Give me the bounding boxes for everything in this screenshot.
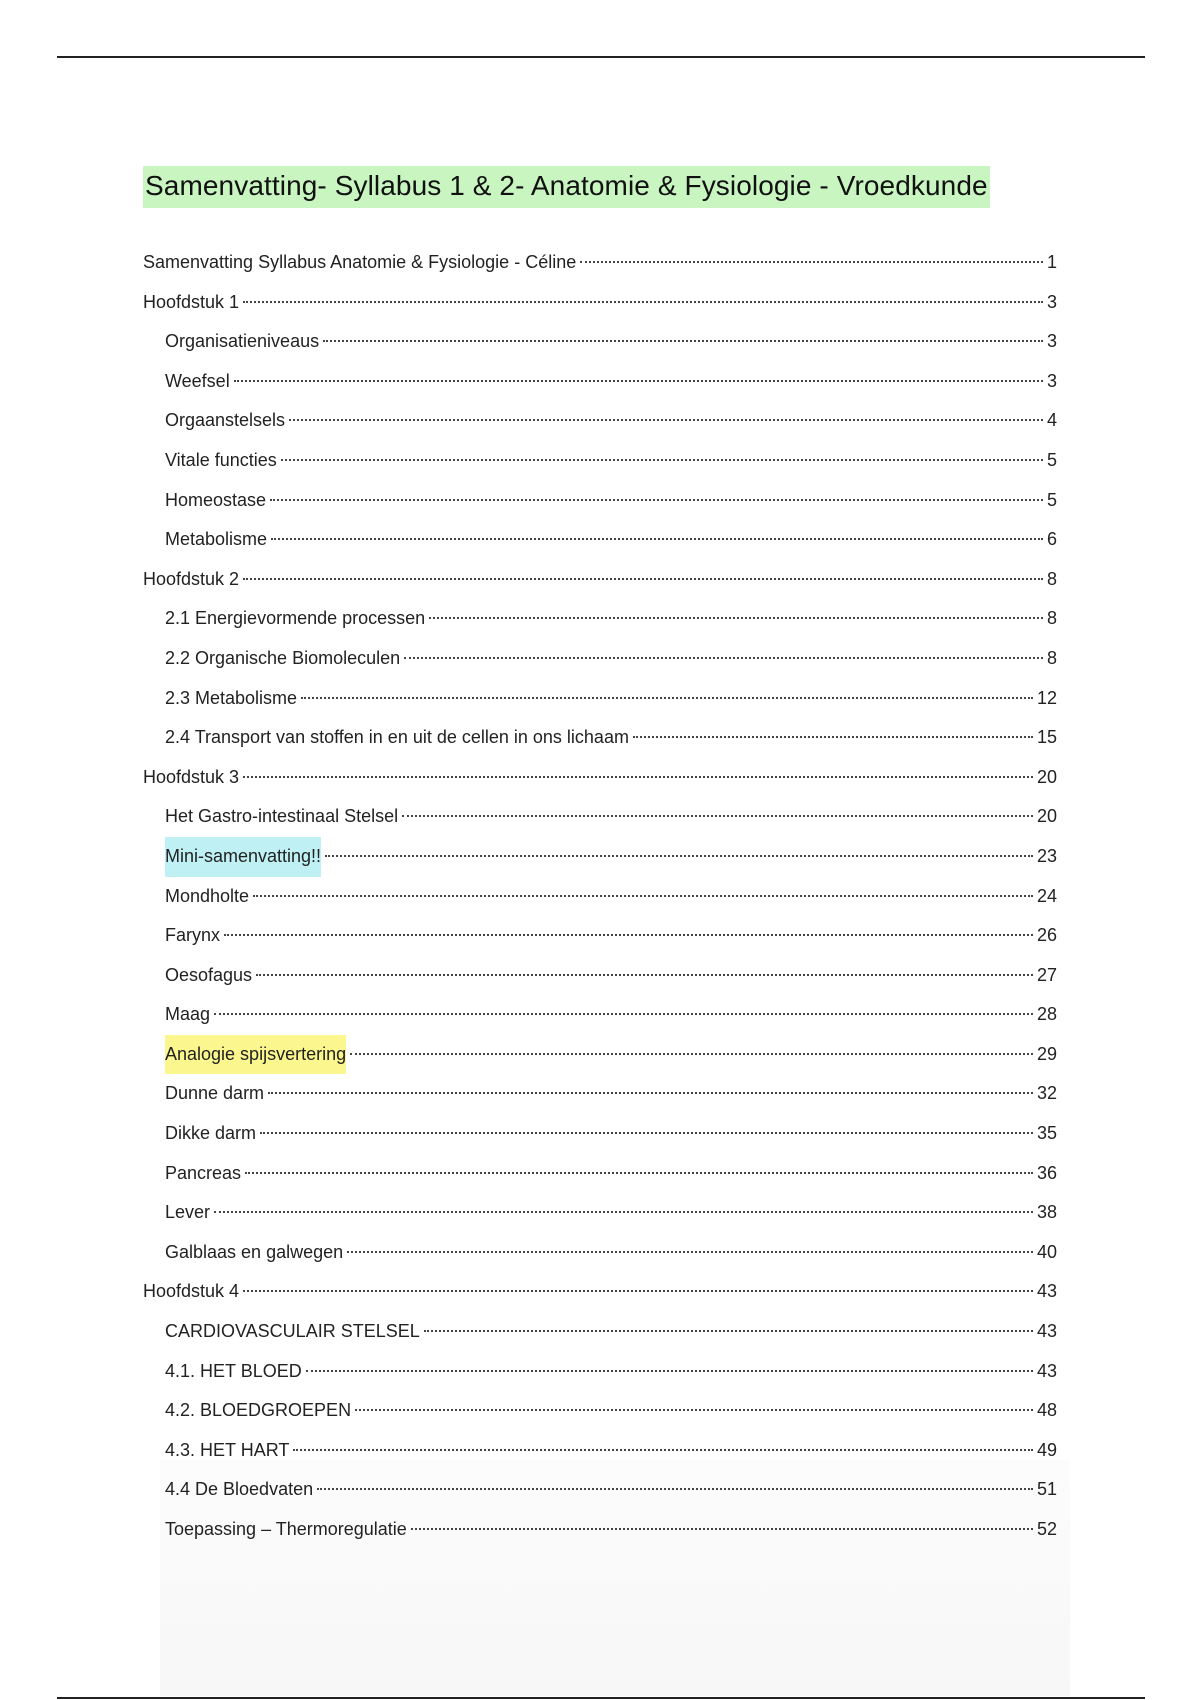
toc-entry[interactable] [143, 599, 1057, 639]
toc-entry[interactable] [143, 1431, 1057, 1471]
toc-dot-leader [253, 895, 1033, 897]
toc-entry[interactable] [143, 995, 1057, 1035]
toc-entry-label: Galblaas en galwegen [165, 1241, 344, 1262]
toc-dot-leader [243, 1290, 1033, 1292]
toc-entry-label: 2.1 Energievormende processen [165, 608, 426, 629]
toc-entry-page-number: 3 [1046, 370, 1057, 391]
toc-entry[interactable] [143, 758, 1057, 798]
toc-dot-leader [633, 736, 1033, 738]
toc-entry-page-number: 15 [1036, 727, 1057, 748]
toc-entry-page-number: 48 [1036, 1400, 1057, 1421]
toc-entry-label: 2.4 Transport van stoffen in en uit de cellen in ons lichaam [165, 727, 629, 748]
toc-entry-label: Hoofdstuk 1 [143, 291, 240, 312]
toc-entry-label: Dikke darm [165, 1123, 257, 1144]
toc-entry[interactable] [143, 877, 1057, 917]
toc-entry-label: CARDIOVASCULAIR STELSEL [165, 1321, 420, 1342]
toc-entry-label: Dunne darm [165, 1083, 265, 1104]
toc-entry[interactable] [143, 1470, 1057, 1510]
toc-dot-leader [301, 697, 1033, 699]
toc-entry-label: Oesofagus [165, 964, 253, 985]
toc-dot-leader [404, 657, 1043, 659]
toc-dot-leader [350, 1053, 1033, 1055]
toc-entry-label: 4.2. BLOEDGROEPEN [165, 1400, 352, 1421]
toc-entry-label: Homeostase [165, 489, 267, 510]
toc-entry[interactable] [143, 1074, 1057, 1114]
table-of-contents [143, 243, 1057, 1550]
toc-entry[interactable] [143, 1510, 1057, 1550]
toc-entry[interactable] [143, 243, 1057, 283]
toc-entry-page-number: 3 [1046, 331, 1057, 352]
toc-entry[interactable] [143, 956, 1057, 996]
toc-entry-page-number: 32 [1036, 1083, 1057, 1104]
toc-entry-page-number: 51 [1036, 1479, 1057, 1500]
toc-entry-label: Pancreas [165, 1162, 242, 1183]
toc-dot-leader [429, 617, 1043, 619]
toc-entry-page-number: 23 [1036, 845, 1057, 866]
toc-dot-leader [580, 261, 1043, 263]
toc-entry-label: Mondholte [165, 885, 250, 906]
toc-dot-leader [243, 578, 1043, 580]
toc-entry-label: Analogie spijsvertering [165, 1035, 346, 1075]
toc-entry-page-number: 8 [1046, 568, 1057, 589]
toc-entry[interactable] [143, 679, 1057, 719]
toc-entry-page-number: 36 [1036, 1162, 1057, 1183]
toc-entry[interactable] [143, 1352, 1057, 1392]
toc-entry[interactable] [143, 560, 1057, 600]
toc-entry-label: 4.3. HET HART [165, 1439, 290, 1460]
toc-dot-leader [293, 1449, 1033, 1451]
toc-entry-page-number: 52 [1036, 1519, 1057, 1539]
toc-entry-label: 2.3 Metabolisme [165, 687, 298, 708]
toc-entry-page-number: 5 [1046, 449, 1057, 470]
toc-entry[interactable] [143, 1391, 1057, 1431]
toc-entry-label: Farynx [165, 925, 221, 946]
toc-dot-leader [260, 1132, 1033, 1134]
toc-entry[interactable] [143, 1035, 1057, 1075]
toc-dot-leader [243, 301, 1043, 303]
toc-dot-leader [355, 1409, 1033, 1411]
toc-entry[interactable] [143, 322, 1057, 362]
toc-dot-leader [281, 459, 1043, 461]
toc-entry[interactable] [143, 1272, 1057, 1312]
toc-entry-page-number: 20 [1036, 766, 1057, 787]
toc-entry[interactable] [143, 639, 1057, 679]
toc-dot-leader [234, 380, 1043, 382]
toc-dot-leader [256, 974, 1033, 976]
toc-entry[interactable] [143, 520, 1057, 560]
toc-entry-label: Maag [165, 1004, 211, 1025]
toc-entry-page-number: 8 [1046, 647, 1057, 668]
document-title: Samenvatting- Syllabus 1 & 2- Anatomie & Fysiologie - Vroedkunde [143, 166, 990, 208]
toc-entry[interactable] [143, 916, 1057, 956]
toc-entry[interactable] [143, 1233, 1057, 1273]
toc-dot-leader [270, 499, 1043, 501]
toc-entry-label: Toepassing – Thermoregulatie [165, 1519, 407, 1539]
toc-entry-label: 2.2 Organische Biomoleculen [165, 647, 401, 668]
toc-entry[interactable] [143, 283, 1057, 323]
toc-entry-page-number: 8 [1046, 608, 1057, 629]
toc-dot-leader [317, 1488, 1033, 1490]
toc-entry[interactable] [143, 401, 1057, 441]
toc-entry-page-number: 49 [1036, 1439, 1057, 1460]
toc-dot-leader [214, 1211, 1033, 1213]
toc-entry[interactable] [143, 718, 1057, 758]
toc-dot-leader [214, 1013, 1033, 1015]
toc-dot-leader [306, 1370, 1033, 1372]
toc-entry-label: Hoofdstuk 2 [143, 568, 240, 589]
toc-dot-leader [289, 419, 1043, 421]
toc-entry-label: Lever [165, 1202, 211, 1223]
toc-entry[interactable] [143, 481, 1057, 521]
toc-entry[interactable] [143, 441, 1057, 481]
toc-entry-page-number: 27 [1036, 964, 1057, 985]
toc-entry-label: Vitale functies [165, 449, 277, 470]
footer-rule [57, 1697, 1145, 1699]
toc-entry-page-number: 20 [1036, 806, 1057, 827]
toc-entry-label: Weefsel [165, 370, 230, 391]
toc-entry-page-number: 43 [1036, 1281, 1057, 1302]
toc-dot-leader [424, 1330, 1033, 1332]
toc-dot-leader [402, 815, 1033, 817]
toc-entry-label: Samenvatting Syllabus Anatomie & Fysiologie - Céline [143, 252, 577, 272]
toc-entry-page-number: 35 [1036, 1123, 1057, 1144]
toc-dot-leader [411, 1528, 1033, 1530]
toc-dot-leader [268, 1092, 1033, 1094]
toc-entry-label: 4.4 De Bloedvaten [165, 1479, 314, 1500]
toc-entry-label: 4.1. HET BLOED [165, 1360, 302, 1381]
toc-entry-page-number: 40 [1036, 1241, 1057, 1262]
toc-entry-page-number: 6 [1046, 529, 1057, 550]
toc-entry[interactable] [143, 362, 1057, 402]
header-rule [57, 56, 1145, 58]
toc-entry[interactable] [143, 1312, 1057, 1352]
toc-entry-page-number: 29 [1036, 1043, 1057, 1064]
toc-dot-leader [224, 934, 1033, 936]
toc-entry-label: Hoofdstuk 3 [143, 766, 240, 787]
toc-entry-label: Metabolisme [165, 529, 268, 550]
toc-entry-page-number: 43 [1036, 1360, 1057, 1381]
toc-entry-label: Hoofdstuk 4 [143, 1281, 240, 1302]
title-block [143, 166, 990, 208]
toc-dot-leader [271, 538, 1043, 540]
toc-entry-page-number: 28 [1036, 1004, 1057, 1025]
toc-entry[interactable] [143, 837, 1057, 877]
toc-entry[interactable] [143, 1154, 1057, 1194]
toc-entry-page-number: 38 [1036, 1202, 1057, 1223]
toc-entry-page-number: 1 [1046, 252, 1057, 272]
toc-entry[interactable] [143, 797, 1057, 837]
toc-dot-leader [245, 1172, 1033, 1174]
toc-entry-page-number: 43 [1036, 1321, 1057, 1342]
toc-entry-label: Orgaanstelsels [165, 410, 286, 431]
toc-entry-page-number: 4 [1046, 410, 1057, 431]
toc-entry-page-number: 3 [1046, 291, 1057, 312]
toc-entry-page-number: 24 [1036, 885, 1057, 906]
toc-entry[interactable] [143, 1114, 1057, 1154]
toc-entry-label: Het Gastro-intestinaal Stelsel [165, 806, 399, 827]
toc-entry[interactable] [143, 1193, 1057, 1233]
toc-dot-leader [323, 340, 1043, 342]
toc-entry-page-number: 12 [1036, 687, 1057, 708]
toc-entry-label: Mini-samenvatting!! [165, 837, 321, 877]
toc-entry-label: Organisatieniveaus [165, 331, 320, 352]
toc-dot-leader [325, 855, 1033, 857]
toc-entry-page-number: 26 [1036, 925, 1057, 946]
toc-dot-leader [243, 776, 1033, 778]
toc-dot-leader [347, 1251, 1033, 1253]
toc-entry-page-number: 5 [1046, 489, 1057, 510]
